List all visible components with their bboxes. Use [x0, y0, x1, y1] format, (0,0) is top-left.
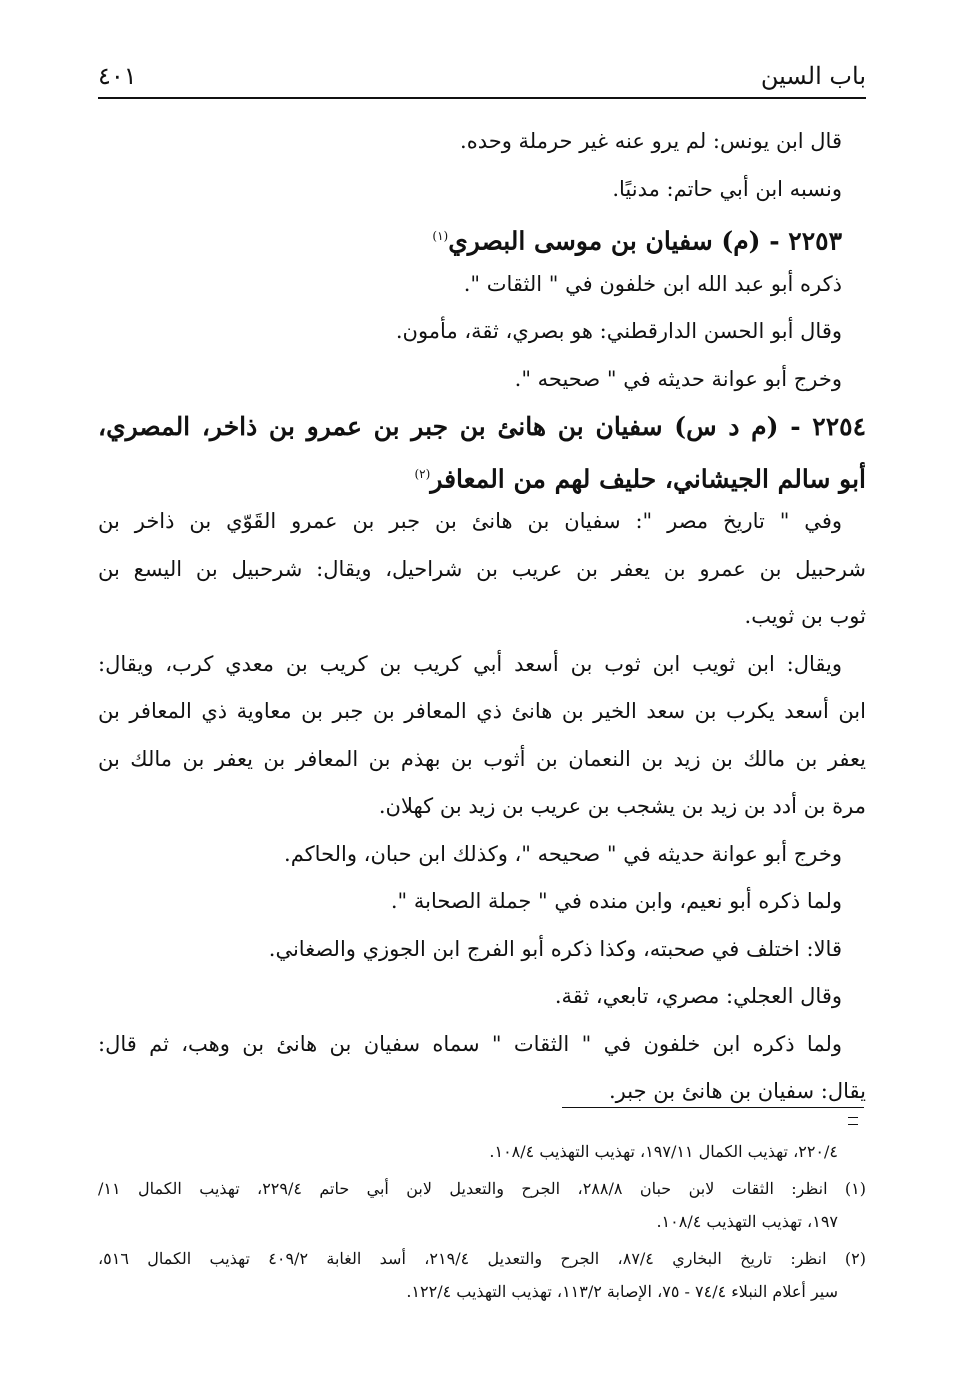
footnote-line: ٢٢٠/٤، تهذيب الكمال ١٩٧/١١، تهذيب التهذيب ١٠٨/٤.	[489, 1142, 838, 1161]
header-rule	[98, 97, 866, 99]
footnote-ref-1: (١)	[432, 229, 449, 243]
footnote-2: (٢) انظر: تاريخ البخاري ٨٧/٤، الجرح والتعديل ٢١٩/٤، أسد الغابة ٤٠٩/٢ تهذيب الكمال ٥١٦،	[98, 1249, 866, 1268]
footnote-ref-2: (٢)	[414, 466, 431, 481]
text-line: يعفر بن مالك بن زيد بن النعمان بن أثوب بن بهذم بن المعافر بن يعفر بن مالك بن	[98, 746, 866, 771]
text-line: وقال أبو الحسن الدارقطني: هو بصري، ثقة، مأمون.	[395, 319, 842, 343]
text-line: ولما ذكره ابن خلفون في " الثقات " سماه سفيان بن هانئ بن وهب، ثم قال:	[98, 1031, 842, 1056]
text-line: ثوب بن ثويب.	[744, 604, 866, 628]
continuation-mark	[848, 1117, 858, 1125]
page-header	[98, 60, 866, 96]
footnote-1: (١) انظر: الثقات لابن حبان ٢٨٨/٨، الجرح والتعديل لابن أبي حاتم ٢٢٩/٤، تهذيب الكمال ١١/	[98, 1179, 866, 1198]
main-text	[98, 118, 866, 1116]
footnotes	[98, 1135, 866, 1308]
text-line: وخرج أبو عوانة حديثه في " صحيحه ".	[514, 366, 842, 391]
chapter-title: باب السين	[760, 62, 866, 90]
footnote-separator	[562, 1107, 864, 1108]
text-line: مرة بن أدد بن زيد بن يشجب بن عريب بن زيد بن كهلان.	[378, 794, 866, 818]
footnote-line: ١٩٧، تهذيب التهذيب ١٠٨/٤.	[656, 1212, 838, 1231]
text-line: ذكره أبو عبد الله ابن خلفون في " الثقات ".	[463, 271, 842, 296]
footnote-line: سير أعلام النبلاء ٧٤/٤ - ٧٥، الإصابة ١١٣/٢، تهذيب التهذيب ١٢٢/٤.	[406, 1282, 838, 1301]
text-line: ويقال: ابن ثويب ابن ثوب بن أسعد أبي كريب بن كريب بن معدي كرب، ويقال:	[98, 651, 842, 676]
text-line: شرحبيل بن عمرو بن يعفر بن عريب بن شراحيل، ويقال: شرحبيل بن اليسع بن	[98, 556, 866, 581]
entry-heading-text: ٢٢٥٣ - (م) سفيان بن موسى البصري	[448, 226, 842, 256]
text-line: قالا: اختلف في صحبته، وكذا ذكره أبو الفرج ابن الجوزي والصغاني.	[268, 936, 842, 961]
text-line: قال ابن يونس: لم يرو عنه غير حرملة وحده.	[460, 129, 842, 153]
text-line: يقال: سفيان بن هانئ بن جبر.	[608, 1079, 866, 1103]
entry-heading-2254: ٢٢٥٤ - (م د س) سفيان بن هانئ بن جبر بن عمرو بن ذاخر، المصري،	[98, 412, 866, 441]
text-line: وفي " تاريخ مصر ": سفيان بن هانئ بن جبر بن عمرو القَوّي بن ذاخر بن	[98, 509, 842, 533]
text-line: ابن أسعد يكرب بن سعد الخير بن هانئ ذي المعافر بن جبر بن معاوية ذي المعافر بن	[98, 699, 866, 723]
text-line: ولما ذكره أبو نعيم، وابن منده في " جملة الصحابة ".	[390, 889, 842, 913]
entry-heading-2253	[98, 213, 866, 261]
text-line: وخرج أبو عوانة حديثه في " صحيحه "، وكذلك ابن حبان، والحاكم.	[284, 841, 842, 866]
page-number: ٤٠١	[98, 62, 137, 90]
entry-heading-text: أبو سالم الجيشاني، حليف لهم من المعافر	[430, 463, 866, 493]
text-line: ونسبه ابن أبي حاتم: مدنيًا.	[612, 176, 842, 201]
entry-heading-2254-cont	[98, 451, 866, 499]
text-line: وقال العجلي: مصري، تابعي، ثقة.	[554, 984, 842, 1008]
